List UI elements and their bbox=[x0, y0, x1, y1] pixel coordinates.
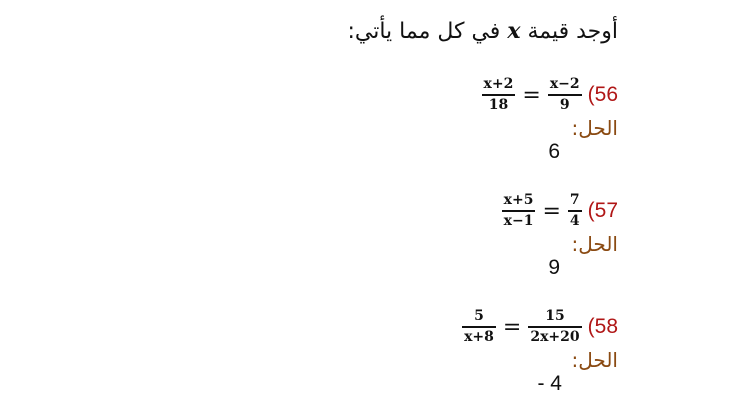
fraction-left-58 bbox=[462, 307, 496, 347]
instruction-before: أوجد قيمة bbox=[520, 19, 618, 44]
instruction-variable: x bbox=[507, 18, 521, 44]
equation-math-57 bbox=[502, 191, 582, 231]
problem-57 bbox=[298, 186, 618, 296]
solution-label-58: الحل: bbox=[571, 348, 618, 372]
fraction-left-57 bbox=[502, 191, 536, 231]
denominator-right-58: 2x+20 bbox=[530, 328, 580, 345]
problem-number-58: (58 bbox=[587, 315, 618, 338]
numerator-right-56: x−2 bbox=[549, 76, 580, 93]
answer-56: 6 bbox=[548, 140, 560, 163]
fraction-right-58 bbox=[528, 307, 581, 347]
answer-58: - 4 bbox=[537, 372, 562, 395]
denominator-left-56: 18 bbox=[488, 96, 509, 113]
denominator-right-57: 4 bbox=[569, 212, 580, 229]
problem-56 bbox=[298, 70, 618, 180]
fraction-right-57 bbox=[568, 191, 582, 231]
answer-57: 9 bbox=[548, 256, 560, 279]
problem-58 bbox=[298, 302, 618, 412]
numerator-right-58: 15 bbox=[545, 308, 565, 325]
numerator-left-56: x+2 bbox=[483, 76, 514, 93]
equation-math-58 bbox=[462, 307, 582, 347]
instruction-text bbox=[347, 18, 618, 44]
equation-56 bbox=[482, 70, 618, 120]
instruction-after: في كل مما يأتي: bbox=[347, 19, 508, 44]
solution-label-57: الحل: bbox=[571, 232, 618, 256]
fraction-right-56 bbox=[548, 75, 582, 115]
equation-58 bbox=[462, 302, 618, 352]
equals-sign: = bbox=[502, 314, 522, 340]
equation-math-56 bbox=[482, 75, 582, 115]
equals-sign: = bbox=[522, 82, 541, 108]
fraction-left-56 bbox=[482, 75, 516, 115]
denominator-left-58: x+8 bbox=[464, 328, 494, 345]
numerator-left-58: 5 bbox=[474, 308, 484, 325]
equation-57 bbox=[502, 186, 618, 236]
denominator-left-57: x−1 bbox=[503, 212, 534, 229]
denominator-right-56: 9 bbox=[559, 96, 570, 113]
numerator-right-57: 7 bbox=[569, 192, 580, 209]
problem-number-56: (56 bbox=[587, 83, 618, 106]
equals-sign: = bbox=[542, 198, 561, 224]
solution-label-56: الحل: bbox=[571, 116, 618, 140]
numerator-left-57: x+5 bbox=[503, 192, 534, 209]
problem-number-57: (57 bbox=[587, 199, 618, 222]
